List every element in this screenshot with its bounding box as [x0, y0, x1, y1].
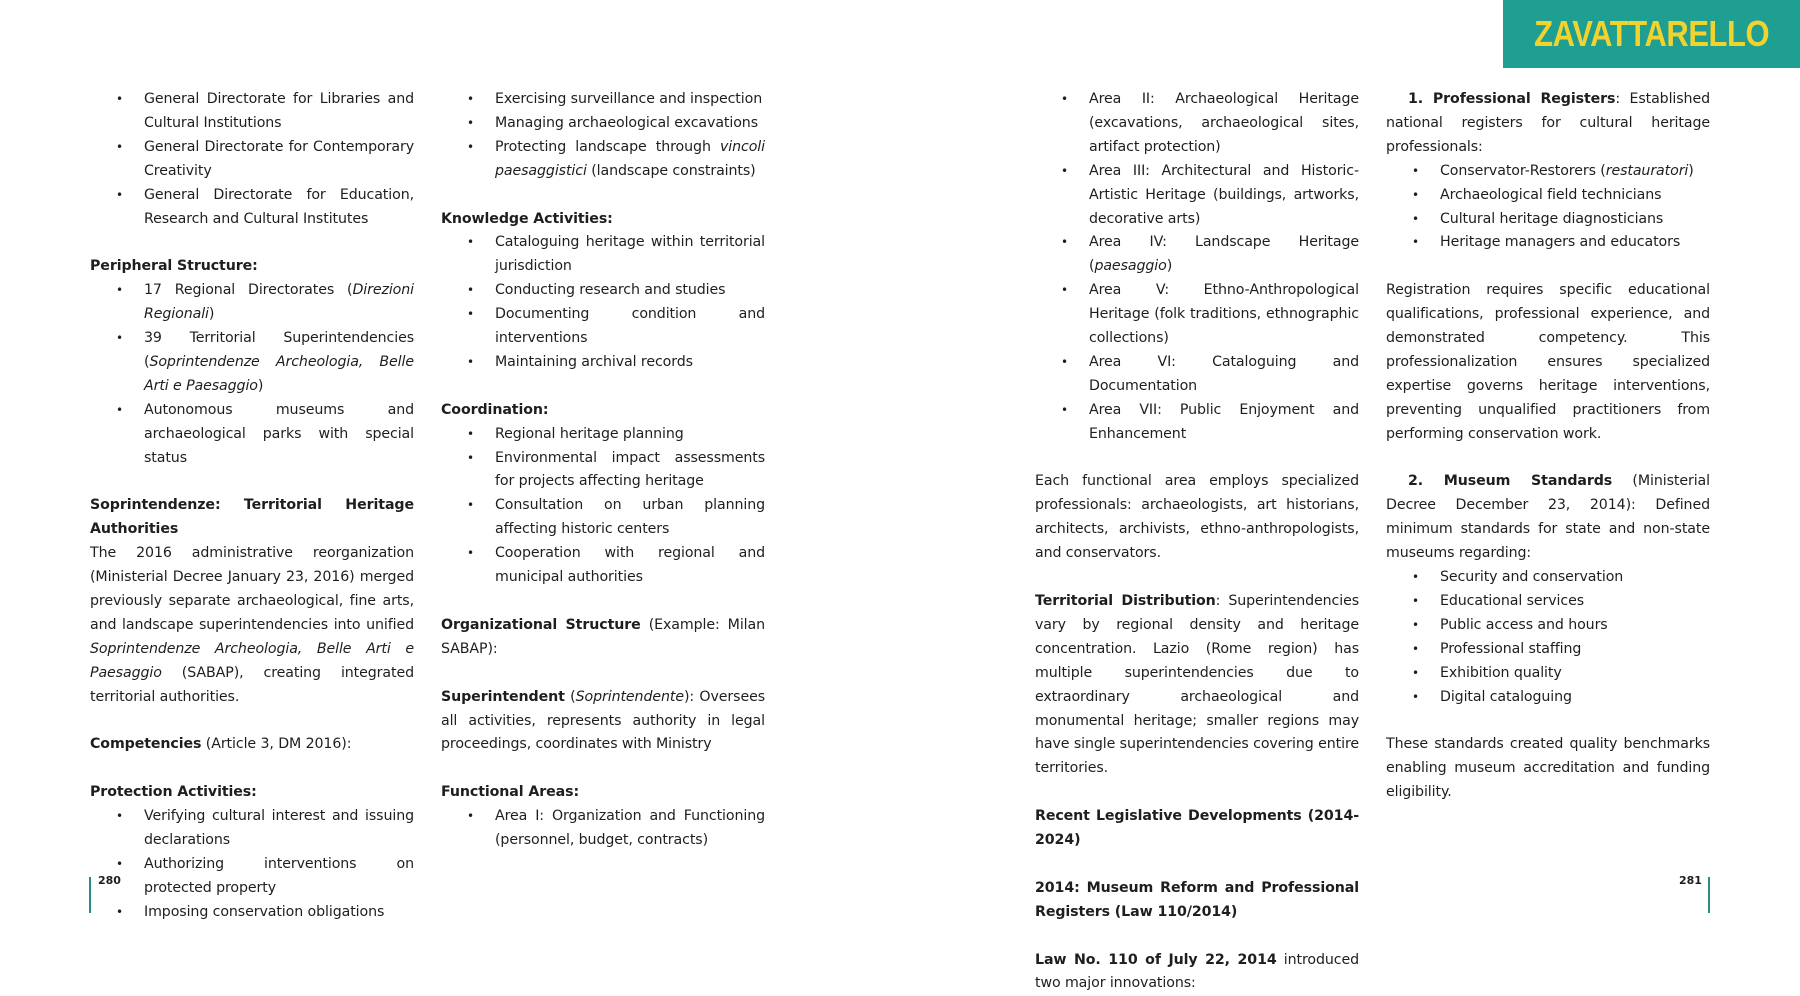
list-item: • Area VI: Cataloguing and Documentation [1035, 351, 1359, 399]
section-heading: Knowledge Activities: [441, 210, 613, 227]
list-item: • Consultation on urban planning affecting historic centers [441, 494, 765, 542]
column-3 [1035, 88, 1359, 996]
list-item: • Public access and hours [1386, 614, 1710, 638]
document-title: ZAVATTARELLO [1533, 13, 1770, 54]
areas-list [1035, 88, 1359, 447]
list-item: • Cataloguing heritage within territorial jurisdiction [441, 231, 765, 279]
list-item: • Archaeological field technicians [1386, 184, 1710, 208]
list-item: • Digital cataloguing [1386, 686, 1710, 710]
paragraph: Competencies (Article 3, DM 2016): [90, 736, 352, 753]
paragraph: Territorial Distribution: Superintendencies vary by regional density and heritage concentration. Lazio (Rome region) has multiple superintendencies due to extraordinary archaeological and monumental heritage; smaller regions may have single superintendencies covering entire territories. [1035, 593, 1359, 777]
column-1 [90, 88, 414, 925]
standards-list [1386, 566, 1710, 709]
protection-list [90, 805, 414, 925]
paragraph: The 2016 administrative reorganization (Ministerial Decree January 23, 2016) merged previously separate archaeological, fine arts, and landscape superintendencies into unified Soprintendenze Archeologia, Belle Arti e Paesaggio (SABAP), creating integrated territorial authorities. [90, 545, 414, 705]
paragraph: These standards created quality benchmarks enabling museum accreditation and funding eligibility. [1386, 736, 1710, 801]
section-heading: Recent Legislative Developments (2014-2024) [1035, 808, 1359, 849]
list-item: • Regional heritage planning [441, 423, 765, 447]
list-item: • Authorizing interventions on protected property [90, 853, 414, 901]
section-heading: Protection Activities: [90, 784, 257, 801]
list-item: • Area VII: Public Enjoyment and Enhancement [1035, 399, 1359, 447]
paragraph: Registration requires specific educational qualifications, professional experience, and demonstrated competency. This professionalization ensures specialized expertise governs heritage interventions, preventing unqualified practitioners from performing conservation work. [1386, 282, 1710, 442]
list-item: • Educational services [1386, 590, 1710, 614]
list-item: • 39 Territorial Superintendencies (Soprintendenze Archeologia, Belle Arti e Paesaggio) [90, 327, 414, 399]
section-heading: Functional Areas: [441, 784, 580, 801]
directorates-list [90, 88, 414, 231]
section-heading: Coordination: [441, 401, 549, 418]
list-item: • Area III: Architectural and Historic-Artistic Heritage (buildings, artworks, decorative arts) [1035, 160, 1359, 232]
knowledge-list [441, 231, 765, 374]
protection-list-continued [441, 88, 765, 184]
list-item: • Verifying cultural interest and issuing declarations [90, 805, 414, 853]
section-heading: Peripheral Structure: [90, 258, 258, 275]
coordination-list [441, 423, 765, 590]
list-item: • Area II: Archaeological Heritage (excavations, archaeological sites, artifact protection) [1035, 88, 1359, 160]
section-heading: 2014: Museum Reform and Professional Registers (Law 110/2014) [1035, 879, 1359, 920]
list-item: • 17 Regional Directorates (Direzioni Regionali) [90, 279, 414, 327]
paragraph: Organizational Structure (Example: Milan SABAP): [441, 616, 765, 657]
list-item: • Professional staffing [1386, 638, 1710, 662]
left-page-rule [89, 877, 91, 913]
list-item: • General Directorate for Education, Research and Cultural Institutes [90, 184, 414, 232]
list-item: • Heritage managers and educators [1386, 231, 1710, 255]
list-item: • Environmental impact assessments for projects affecting heritage [441, 447, 765, 495]
paragraph: 2. Museum Standards (Ministerial Decree December 23, 2014): Defined minimum standards for state and non-state museums regarding: [1386, 473, 1710, 562]
column-2 [441, 88, 765, 853]
functional-list [441, 805, 765, 853]
list-item: • Cooperation with regional and municipal authorities [441, 542, 765, 590]
list-item: • Area IV: Landscape Heritage (paesaggio) [1035, 231, 1359, 279]
page-number-left: 280 [98, 874, 121, 887]
peripheral-list [90, 279, 414, 470]
list-item: • Documenting condition and interventions [441, 303, 765, 351]
list-item: • Protecting landscape through vincoli paesaggistici (landscape constraints) [441, 136, 765, 184]
paragraph: 1. Professional Registers: Established national registers for cultural heritage professionals: [1386, 91, 1710, 155]
list-item: • Maintaining archival records [441, 351, 765, 375]
list-item: • Cultural heritage diagnosticians [1386, 208, 1710, 232]
section-heading: Soprintendenze: Territorial Heritage Authorities [90, 497, 414, 538]
paragraph: Each functional area employs specialized professionals: archaeologists, art historians, architects, archivists, ethno-anthropologists, and conservators. [1035, 473, 1359, 562]
list-item: • Autonomous museums and archaeological parks with special status [90, 399, 414, 471]
page-number-right: 281 [1679, 874, 1702, 887]
list-item: • Area V: Ethno-Anthropological Heritage (folk traditions, ethnographic collections) [1035, 279, 1359, 351]
column-4 [1386, 88, 1710, 805]
list-item: • Conservator-Restorers (restauratori) [1386, 160, 1710, 184]
paragraph: Law No. 110 of July 22, 2014 introduced two major innovations: [1035, 951, 1359, 992]
list-item: • Exhibition quality [1386, 662, 1710, 686]
list-item: • Security and conservation [1386, 566, 1710, 590]
list-item: • General Directorate for Libraries and Cultural Institutions [90, 88, 414, 136]
registers-list [1386, 160, 1710, 256]
list-item: • Conducting research and studies [441, 279, 765, 303]
header-banner [1503, 0, 1800, 68]
list-item: • Exercising surveillance and inspection [441, 88, 765, 112]
list-item: • Imposing conservation obligations [90, 901, 414, 925]
right-page-rule [1708, 877, 1710, 913]
list-item: • General Directorate for Contemporary Creativity [90, 136, 414, 184]
list-item: • Area I: Organization and Functioning (personnel, budget, contracts) [441, 805, 765, 853]
paragraph: Superintendent (Soprintendente): Oversees all activities, represents authority in legal proceedings, coordinates with Ministry [441, 688, 765, 753]
list-item: • Managing archaeological excavations [441, 112, 765, 136]
